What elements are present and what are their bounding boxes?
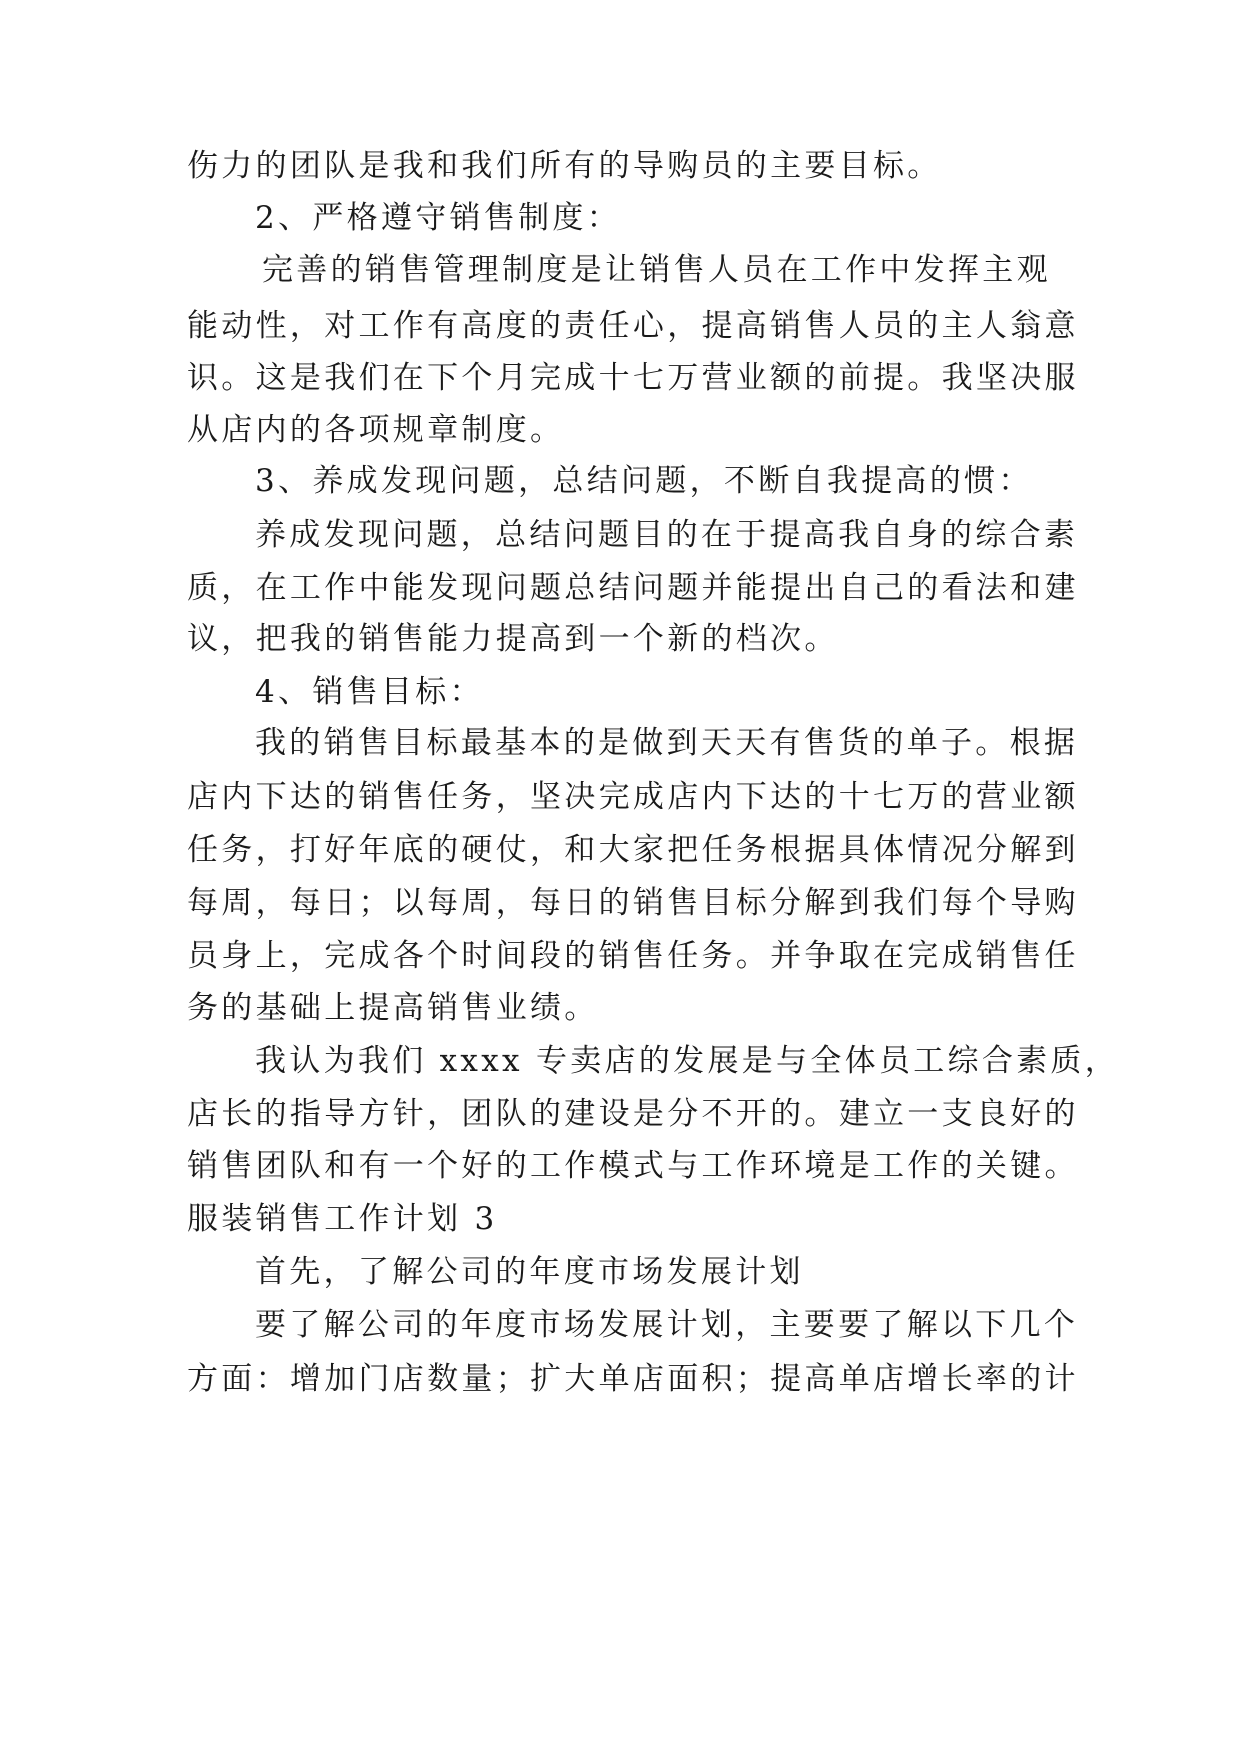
text-line: 首先，了解公司的年度市场发展计划 — [255, 1254, 804, 1290]
section-heading: 2、严格遵守销售制度： — [255, 200, 622, 236]
text-line: 能动性，对工作有高度的责任心，提高销售人员的主人翁意 — [187, 308, 1079, 344]
text-line: 员身上，完成各个时间段的销售任务。并争取在完成销售任 — [187, 938, 1079, 974]
text-line: 识。这是我们在下个月完成十七万营业额的前提。我坚决服 — [187, 360, 1079, 396]
text-line: 要了解公司的年度市场发展计划，主要要了解以下几个 — [255, 1307, 1079, 1343]
text-line: 从店内的各项规章制度。 — [187, 412, 565, 448]
text-line: 方面：增加门店数量；扩大单店面积；提高单店增长率的计 — [187, 1361, 1079, 1397]
text-line: 质，在工作中能发现问题总结问题并能提出自己的看法和建 — [187, 570, 1079, 606]
text-line: 店长的指导方针，团队的建设是分不开的。建立一支良好的 — [187, 1096, 1079, 1132]
section-title: 服装销售工作计划 3 — [187, 1201, 498, 1237]
text-line: 我的销售目标最基本的是做到天天有售货的单子。根据 — [255, 725, 1079, 761]
text-line: 每周，每日；以每周，每日的销售目标分解到我们每个导购 — [187, 885, 1079, 921]
text-line: 务的基础上提高销售业绩。 — [187, 990, 599, 1026]
text-line: 养成发现问题，总结问题目的在于提高我自身的综合素 — [255, 517, 1079, 553]
section-heading: 3、养成发现问题，总结问题，不断自我提高的惯： — [255, 463, 1033, 499]
text-line: 伤力的团队是我和我们所有的导购员的主要目标。 — [187, 148, 942, 184]
text-line: 销售团队和有一个好的工作模式与工作环境是工作的关键。 — [187, 1148, 1079, 1184]
text-line: 完善的销售管理制度是让销售人员在工作中发挥主观 — [262, 252, 1051, 288]
text-line: 议，把我的销售能力提高到一个新的档次。 — [187, 621, 839, 657]
text-line: 我认为我们 xxxx 专卖店的发展是与全体员工综合素质， — [255, 1043, 1120, 1079]
text-line: 店内下达的销售任务，坚决完成店内下达的十七万的营业额 — [187, 779, 1079, 815]
text-line: 任务，打好年底的硬仗，和大家把任务根据具体情况分解到 — [187, 832, 1079, 868]
section-heading: 4、销售目标： — [255, 674, 484, 710]
